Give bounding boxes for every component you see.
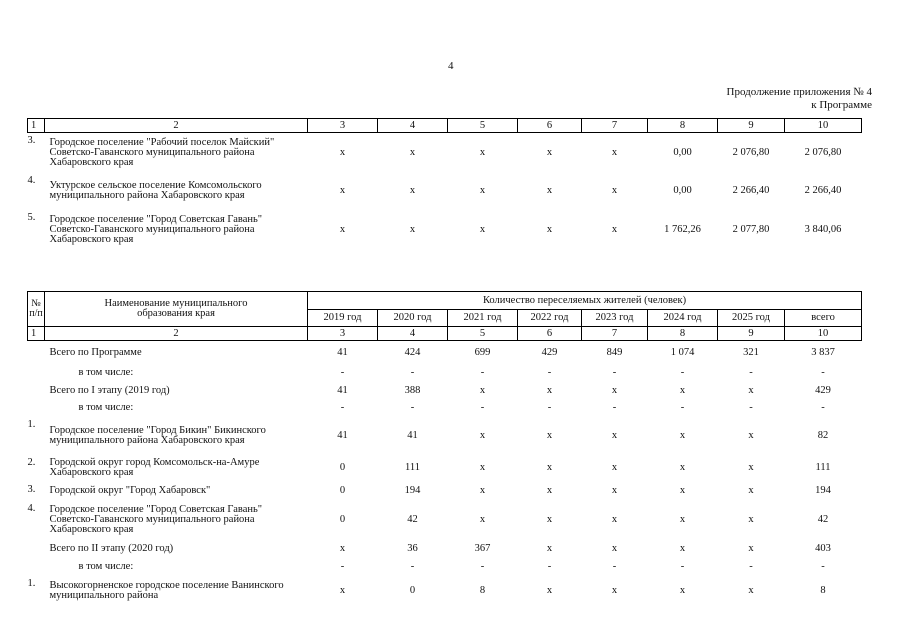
cell-value: - <box>547 367 552 378</box>
cell-value: x <box>546 384 553 396</box>
cell-value: x <box>479 384 486 396</box>
table-row <box>28 576 862 606</box>
cell-value: 1 074 <box>670 346 695 358</box>
cell-value: x <box>748 429 754 441</box>
cell-value: x <box>679 462 686 473</box>
table-row <box>28 482 862 501</box>
table-row <box>28 210 862 250</box>
table-row <box>28 417 862 455</box>
cell-value: 2 266,40 <box>804 185 842 196</box>
cell-value: - <box>340 561 345 572</box>
cell-value: - <box>821 402 825 413</box>
cell-value: 321 <box>743 346 759 358</box>
cell-value: x <box>479 462 486 473</box>
cell-value: - <box>680 402 685 413</box>
cell-value: x <box>546 513 553 525</box>
cell-value: 429 <box>541 346 558 358</box>
row-number <box>28 400 45 417</box>
cell-value: 41 <box>337 384 348 396</box>
cell-value: x <box>409 185 416 196</box>
cell-value: x <box>611 584 618 596</box>
cell-value: 41 <box>337 429 348 441</box>
cell-value: 2 076,80 <box>732 146 770 158</box>
cell-value: x <box>611 462 618 473</box>
cell-value: x <box>611 513 618 525</box>
cell-value: x <box>748 485 754 496</box>
row-name: Городское поселение "Город Бикин" Бикинского муниципального района Хабаровского края <box>49 424 266 446</box>
col-number: 10 <box>785 119 862 133</box>
cell-value: 3 840,06 <box>804 223 842 235</box>
cell-value: 82 <box>817 429 829 441</box>
cell-value: x <box>479 429 486 441</box>
cell-value: x <box>479 223 486 235</box>
col-no-header: № п/п <box>28 292 45 327</box>
cell-value: x <box>479 485 486 496</box>
cell-value: x <box>479 513 486 525</box>
row-name: Всего по II этапу (2020 год) <box>49 542 174 554</box>
row-number <box>28 559 45 576</box>
appendix-line-1: Продолжение приложения № 4 <box>726 86 872 98</box>
cell-value: x <box>611 185 618 196</box>
row-number: 3. <box>27 483 36 495</box>
col-number: 1 <box>28 327 45 341</box>
cell-value: - <box>749 402 753 413</box>
row-name: Городской округ город Комсомольск-на-Амуре Хабаровского края <box>49 457 260 478</box>
cell-value: 3 837 <box>811 346 835 358</box>
cell-value: - <box>821 561 825 572</box>
cell-value: x <box>679 513 686 525</box>
cell-value: x <box>339 584 346 596</box>
cell-value: - <box>340 367 345 378</box>
row-number <box>28 341 45 365</box>
col-number: 5 <box>448 327 518 341</box>
cell-value: 0 <box>339 462 346 473</box>
cell-value: x <box>679 542 686 554</box>
cell-value: 42 <box>407 513 418 525</box>
table-row <box>28 173 862 210</box>
continuation-table <box>27 118 862 250</box>
cell-value: 424 <box>404 346 421 358</box>
appendix-line-2: к Программе <box>811 99 872 111</box>
cell-value: 388 <box>404 384 421 396</box>
cell-value: 36 <box>407 542 418 554</box>
cell-value: 2 076,80 <box>804 146 842 158</box>
cell-value: - <box>480 561 485 572</box>
year-header: 2021 год <box>448 310 518 327</box>
year-header: 2019 год <box>308 310 378 327</box>
cell-value: x <box>546 223 553 235</box>
row-name: Всего по Программе <box>49 346 142 358</box>
cell-value: 8 <box>820 584 826 596</box>
cell-value: x <box>546 542 553 554</box>
cell-value: 0 <box>339 513 346 525</box>
cell-value: - <box>749 367 753 378</box>
row-name: Высокогорненское городское поселение Ванинского муниципального района <box>49 579 284 601</box>
cell-value: x <box>546 584 553 596</box>
col-number: 2 <box>45 327 308 341</box>
cell-value: - <box>480 367 485 378</box>
cell-value: - <box>410 402 415 413</box>
col-number: 8 <box>648 119 718 133</box>
cell-value: 42 <box>817 513 829 525</box>
cell-value: 2 266,40 <box>732 185 770 196</box>
column-numbering-row <box>28 119 862 133</box>
cell-value: x <box>679 584 686 596</box>
cell-value: 2 077,80 <box>732 223 770 235</box>
row-number: 5. <box>27 211 36 223</box>
cell-value: - <box>821 367 825 378</box>
cell-value: - <box>612 367 617 378</box>
row-number <box>28 365 45 382</box>
cell-value: 429 <box>815 384 831 396</box>
col-number: 2 <box>45 119 308 133</box>
col-number: 4 <box>378 119 448 133</box>
cell-value: x <box>546 462 553 473</box>
col-number: 5 <box>448 119 518 133</box>
year-header: 2023 год <box>582 310 648 327</box>
cell-value: - <box>547 561 552 572</box>
cell-value: 403 <box>815 542 831 554</box>
cell-value: x <box>748 584 754 596</box>
cell-value: - <box>680 367 685 378</box>
cell-value: 849 <box>606 346 623 358</box>
cell-value: x <box>479 185 486 196</box>
row-name: Городской округ "Город Хабаровск" <box>49 485 211 496</box>
cell-value: 0 <box>409 584 416 596</box>
cell-value: x <box>679 384 686 396</box>
row-name: Городское поселение "Город Советская Гавань" Советско-Гаванского муниципального района Хабаровского края <box>49 503 263 535</box>
row-number: 1. <box>27 577 36 589</box>
total-header: всего <box>785 310 862 327</box>
cell-value: x <box>339 223 346 235</box>
header-row-1 <box>28 292 862 310</box>
col-number: 8 <box>648 327 718 341</box>
table-row <box>28 539 862 559</box>
cell-value: x <box>546 185 553 196</box>
cell-value: x <box>679 429 686 441</box>
row-number: 2. <box>27 456 36 468</box>
cell-value: 0,00 <box>673 146 692 158</box>
col-number: 3 <box>308 327 378 341</box>
cell-value: 41 <box>337 346 348 358</box>
cell-value: 699 <box>474 346 491 358</box>
cell-value: x <box>748 513 754 525</box>
col-number: 7 <box>582 119 648 133</box>
year-header: 2020 год <box>378 310 448 327</box>
row-number <box>28 539 45 559</box>
year-header: 2024 год <box>648 310 718 327</box>
cell-value: - <box>480 402 485 413</box>
row-name: в том числе: <box>78 561 134 572</box>
cell-value: 0 <box>339 485 346 496</box>
col-number: 4 <box>378 327 448 341</box>
row-name: Городское поселение "Рабочий поселок Майский" Советско-Гаванского муниципального района Хабаровского края <box>49 136 275 168</box>
cell-value: 194 <box>404 485 421 496</box>
table-row <box>28 559 862 576</box>
col-number: 3 <box>308 119 378 133</box>
row-number: 1. <box>27 418 36 430</box>
group-header: Количество переселяемых жителей (человек) <box>308 292 862 310</box>
row-number <box>28 382 45 400</box>
cell-value: x <box>339 185 346 196</box>
col-number: 6 <box>518 119 582 133</box>
cell-value: 111 <box>815 462 831 473</box>
cell-value: - <box>612 561 617 572</box>
cell-value: 111 <box>405 462 420 473</box>
appendix-caption <box>727 86 872 112</box>
cell-value: x <box>611 384 618 396</box>
table-row <box>28 501 862 539</box>
col-number: 9 <box>718 119 785 133</box>
cell-value: 1 762,26 <box>664 223 701 235</box>
cell-value: x <box>409 223 416 235</box>
cell-value: 0,00 <box>673 185 692 196</box>
col-number: 10 <box>785 327 862 341</box>
row-name: Городское поселение "Город Советская Гавань" Советско-Гаванского муниципального района Хабаровского края <box>49 213 263 245</box>
cell-value: - <box>749 561 753 572</box>
table-row <box>28 365 862 382</box>
col-number: 9 <box>718 327 785 341</box>
table-row <box>28 455 862 482</box>
cell-value: x <box>748 384 754 396</box>
cell-value: x <box>479 146 486 158</box>
cell-value: x <box>611 485 618 496</box>
row-name: Уктурское сельское поселение Комсомольского муниципального района Хабаровского края <box>49 180 262 201</box>
col-name-header: Наименование муниципального образования края <box>45 292 308 327</box>
cell-value: x <box>611 542 618 554</box>
cell-value: x <box>748 542 754 554</box>
cell-value: - <box>680 561 685 572</box>
cell-value: - <box>410 561 415 572</box>
col-number: 7 <box>582 327 648 341</box>
table-row <box>28 341 862 365</box>
row-name: в том числе: <box>78 367 134 378</box>
row-name: Всего по I этапу (2019 год) <box>49 384 170 396</box>
row-name: в том числе: <box>78 402 134 413</box>
row-number: 3. <box>27 135 36 146</box>
cell-value: - <box>340 402 345 413</box>
page-number: 4 <box>448 60 454 72</box>
column-numbering-row <box>28 327 862 341</box>
year-header: 2025 год <box>718 310 785 327</box>
cell-value: - <box>612 402 617 413</box>
table-row <box>28 382 862 400</box>
cell-value: 367 <box>474 542 491 554</box>
row-number: 4. <box>27 174 36 186</box>
cell-value: x <box>339 146 346 158</box>
cell-value: x <box>339 542 346 554</box>
cell-value: - <box>547 402 552 413</box>
cell-value: 194 <box>815 485 831 496</box>
col-number: 6 <box>518 327 582 341</box>
cell-value: - <box>410 367 415 378</box>
cell-value: x <box>748 462 754 473</box>
resettlement-table <box>27 291 862 606</box>
col-number: 1 <box>28 119 45 133</box>
table-row <box>28 400 862 417</box>
cell-value: x <box>409 146 416 158</box>
cell-value: x <box>611 429 618 441</box>
row-number: 4. <box>27 502 36 514</box>
cell-value: x <box>546 146 553 158</box>
cell-value: x <box>546 485 553 496</box>
cell-value: 41 <box>407 429 418 441</box>
year-header: 2022 год <box>518 310 582 327</box>
cell-value: 8 <box>479 584 486 596</box>
cell-value: x <box>679 485 686 496</box>
table-row <box>28 133 862 173</box>
cell-value: x <box>611 223 618 235</box>
cell-value: x <box>546 429 553 441</box>
cell-value: x <box>611 146 618 158</box>
